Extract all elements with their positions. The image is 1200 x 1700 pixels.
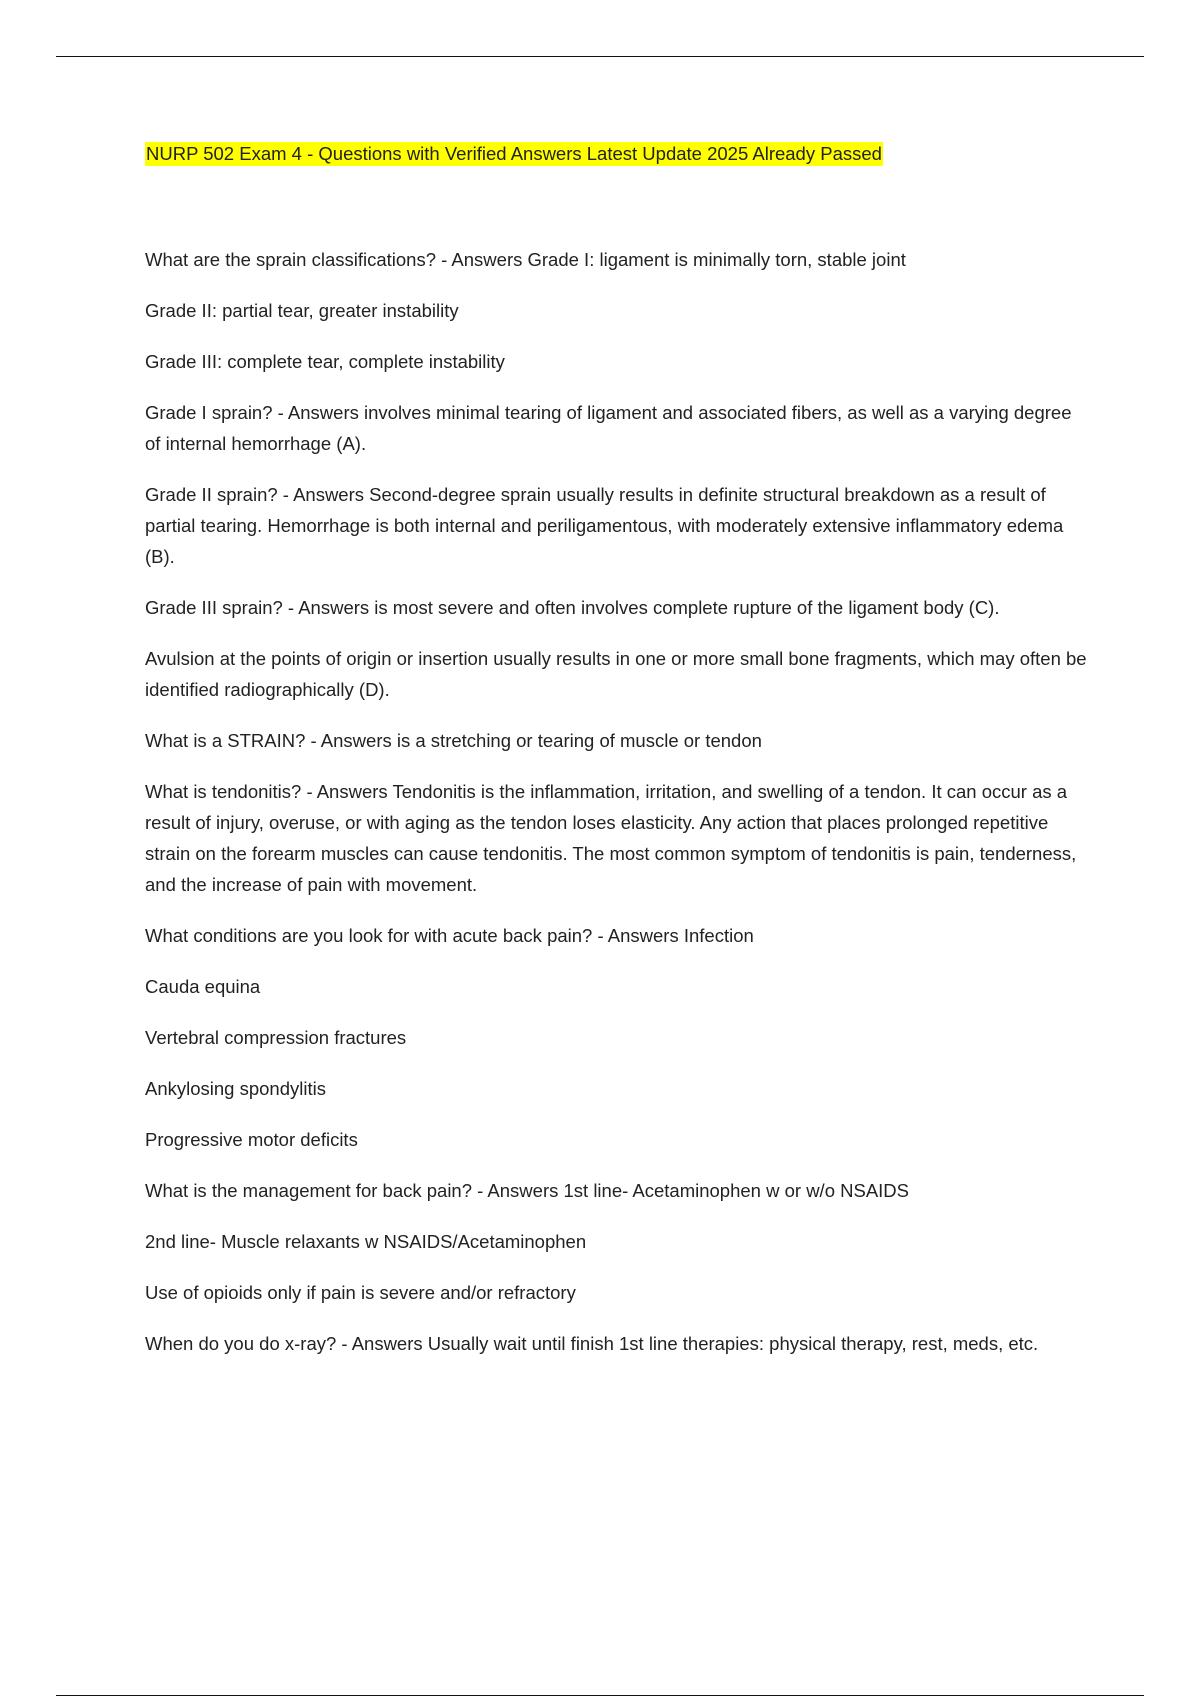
paragraph-grade-2-sprain: Grade II sprain? - Answers Second-degree sprain usually results in definite structural breakdown as a result of partial tearing. Hemorrhage is both internal and periligamentous, with moderately extensive inflammatory edema (B). <box>145 484 1064 567</box>
paragraph-sprain-classifications: What are the sprain classifications? - Answers Grade I: ligament is minimally torn, stable joint <box>145 249 906 270</box>
paragraph-vertebral-fractures: Vertebral compression fractures <box>145 1027 407 1048</box>
document-body <box>145 142 1090 1379</box>
top-rule <box>56 56 1144 57</box>
paragraph-grade-1-sprain: Grade I sprain? - Answers involves minimal tearing of ligament and associated fibers, as well as a varying degree of internal hemorrhage (A). <box>145 402 1072 454</box>
paragraph-strain: What is a STRAIN? - Answers is a stretching or tearing of muscle or tendon <box>145 730 762 751</box>
bottom-rule <box>56 1695 1144 1696</box>
document-title: NURP 502 Exam 4 - Questions with Verified Answers Latest Update 2025 Already Passed <box>146 143 882 164</box>
paragraph-back-pain-management: What is the management for back pain? - Answers 1st line- Acetaminophen w or w/o NSAIDS <box>145 1180 910 1201</box>
paragraph-grade-2: Grade II: partial tear, greater instability <box>145 300 459 321</box>
paragraph-xray: When do you do x-ray? - Answers Usually wait until finish 1st line therapies: physical therapy, rest, meds, etc. <box>145 1333 1039 1354</box>
paragraph-ankylosing-spondylitis: Ankylosing spondylitis <box>145 1078 326 1099</box>
paragraph-second-line: 2nd line- Muscle relaxants w NSAIDS/Acetaminophen <box>145 1231 587 1252</box>
paragraph-cauda-equina: Cauda equina <box>145 976 261 997</box>
title-wrap <box>145 142 1090 166</box>
paragraph-avulsion: Avulsion at the points of origin or insertion usually results in one or more small bone fragments, which may often be identified radiographically (D). <box>145 648 1087 700</box>
paragraph-grade-3: Grade III: complete tear, complete instability <box>145 351 505 372</box>
paragraph-motor-deficits: Progressive motor deficits <box>145 1129 358 1150</box>
paragraph-grade-3-sprain: Grade III sprain? - Answers is most severe and often involves complete rupture of the ligament body (C). <box>145 597 1000 618</box>
paragraph-acute-back-pain: What conditions are you look for with acute back pain? - Answers Infection <box>145 925 754 946</box>
paragraph-tendonitis: What is tendonitis? - Answers Tendonitis is the inflammation, irritation, and swelling of a tendon. It can occur as a result of injury, overuse, or with aging as the tendon loses elasticity. Any action that places prolonged repetitive strain on the forearm muscles can cause tendonitis. The most common symptom of tendonitis is pain, tenderness, and the increase of pain with movement. <box>145 781 1077 895</box>
paragraph-opioids: Use of opioids only if pain is severe and/or refractory <box>145 1282 576 1303</box>
